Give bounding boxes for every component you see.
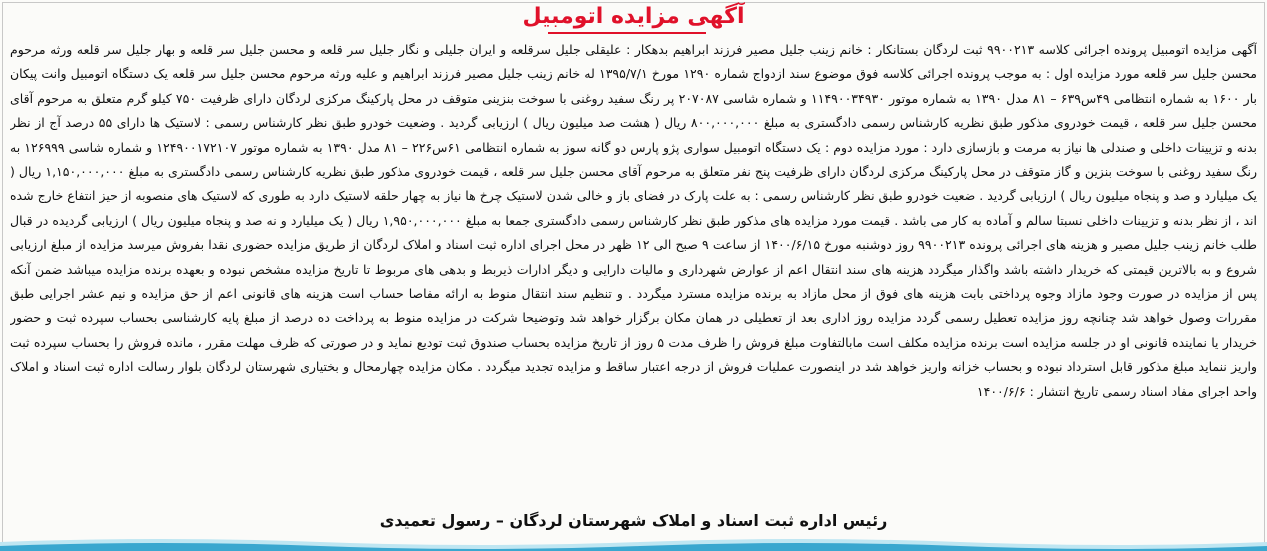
notice-title: آگهی مزایده اتومبیل: [522, 4, 745, 29]
notice-body: [10, 38, 1257, 498]
notice-paragraph: آگهی مزایده اتومبیل پرونده اجرائی کلاسه ۹۹۰۰۲۱۳ ثبت لردگان بستانکار : خانم زینب جلیل مصیر فرزند ابراهیم بدهکار : علیقلی جلیل سرقلعه و ایران جلیلی و نگار جلیل سر قلعه و محسن جلیل سر قلعه و بهار جلیل سر قلعه ورثه مرحوم محسن جلیل سر قلعه مورد مزایده اول : به موجب پرونده اجرائی کلاسه فوق موضوع سند ازدواج شماره ۱۲۹۰ مورخ ۱۳۹۵/۷/۱ له خانم زینب جلیل مصیر فرزند ابراهیم و علیه ورثه مرحوم محسن جلیل سر قلعه یک دستگاه اتومبیل وانت پیکان بار ۱۶۰۰ به شماره انتظامی ۴۹س۶۳۹ – ۸۱ مدل ۱۳۹۰ به شماره موتور ۱۱۴۹۰۰۳۴۹۳۰ و شماره شاسی ۲۰۷۰۸۷ پر رنگ سفید روغنی با سوخت بنزینی متوقف در محل پارکینگ مرکزی لردگان دارای ظرفیت ۷۵۰ کیلو گرم متعلق به مرحوم آقای محسن جلیل سر قلعه ، قیمت خودروی مذکور طبق نظریه کارشناس رسمی دادگستری به مبلغ ۸۰۰,۰۰۰,۰۰۰ ریال ( هشت صد میلیون ریال ) ارزیابی گردید . وضعیت خودرو طبق نظر کارشناس رسمی : لاستیک ها دارای ۵۵ درصد آج از نظر بدنه و تزیینات داخلی و صندلی ها نیاز به مرمت و بازسازی دارد : مورد مزایده دوم : یک دستگاه اتومبیل سواری پژو پارس دو گانه سوز به شماره انتظامی ۶۱س۲۲۶ – ۸۱ مدل ۱۳۹۰ به شماره موتور ۱۲۴۹۰۰۱۷۲۱۰۷ و شماره شاسی ۱۲۶۹۹۹ به رنگ سفید روغنی با سوخت بنزین و گاز متوقف در محل پارکینگ مرکزی لردگان دارای ظرفیت پنج نفر متعلق به مرحوم آقای محسن جلیل سر قلعه ، قیمت خودروی مذکور طبق نظریه کارشناس رسمی دادگستری به مبلغ ۱,۱۵۰,۰۰۰,۰۰۰ ریال ( یک میلیارد و صد و پنجاه میلیون ریال ) ارزیابی گردید . ضعیت خودرو طبق نظر کارشناس رسمی : به علت پارک در فضای باز و خالی شدن لاستیک چرخ ها نیاز به چهار حلقه لاستیک دارد به طوری که لاستیک های منصوبه از حیز انتفاع خارج شده اند ، از نظر بدنه و تزیینات داخلی نسبتا سالم و آماده به کار می باشد . قیمت مورد مزایده های مذکور طبق نظر کارشناس رسمی دادگستری جمعا به مبلغ ۱,۹۵۰,۰۰۰,۰۰۰ ریال ( یک میلیارد و نه صد و پنجاه میلیون ریال ) ارزیابی گردیده در قبال طلب خانم زینب جلیل مصیر و هزینه های اجرائی پرونده ۹۹۰۰۲۱۳ روز دوشنبه مورخ ۱۴۰۰/۶/۱۵ از ساعت ۹ صبح الی ۱۲ ظهر در محل اجرای اداره ثبت اسناد و املاک لردگان از طریق مزایده حضوری نقدا بفروش میرسد مزایده از مبلغ ارزیابی شروع و به بالاترین قیمتی که خریدار داشته باشد واگذار میگردد هزینه های سند انتقال اعم از عوارض شهرداری و مالیات دارایی و دیگر ادارات ذیربط و بدهی های مربوط تا تاریخ مزایده مشخص نبوده و بعهده برنده مزایده میباشد ضمن آنکه پس از مزایده در صورت وجود مازاد وجوه پرداختی بابت هزینه های فوق از محل مازاد به برنده مزایده مسترد میگردد . و تنظیم سند انتقال منوط به ارائه مفاصا حساب است هزینه های قانونی اعم از حق مزایده و نیم عشر اجرایی طبق مقررات وصول خواهد شد چنانچه روز مزایده تعطیل رسمی گردد مزایده روز اداری بعد از تعطیلی در همان مکان برگزار خواهد شد وتوضیحا شرکت در مزایده منوط به پرداخت ده درصد از مبلغ پایه کارشناسی بحساب سپرده ثبت و حضور خریدار یا نماینده قانونی او در جلسه مزایده است برنده مزایده مکلف است مابالتفاوت مبلغ فروش را ظرف مدت ۵ روز از تاریخ مزایده بحساب صندوق ثبت تودیع نماید و در صورتی که ظرف مهلت مقرر ، مانده فروش را بحساب سپرده ثبت واریز ننماید مبلغ مذکور قابل استرداد نبوده و بحساب خزانه واریز خواهد شد در اینصورت عملیات فروش از درجه اعتبار ساقط و مزایده تجدید میگردد . مکان مزایده چهارمحال و بختیاری شهرستان لردگان بلوار رسالت اداره ثبت اسناد و املاک واحد اجرای مفاد اسناد رسمی تاریخ انتشار : ۱۴۰۰/۶/۶: [10, 42, 1257, 399]
notice-signature: رئیس اداره ثبت اسناد و املاک شهرستان لردگان – رسول تعمیدی: [379, 511, 888, 530]
wave-decoration: [0, 536, 1267, 551]
title-underline: [548, 32, 706, 34]
